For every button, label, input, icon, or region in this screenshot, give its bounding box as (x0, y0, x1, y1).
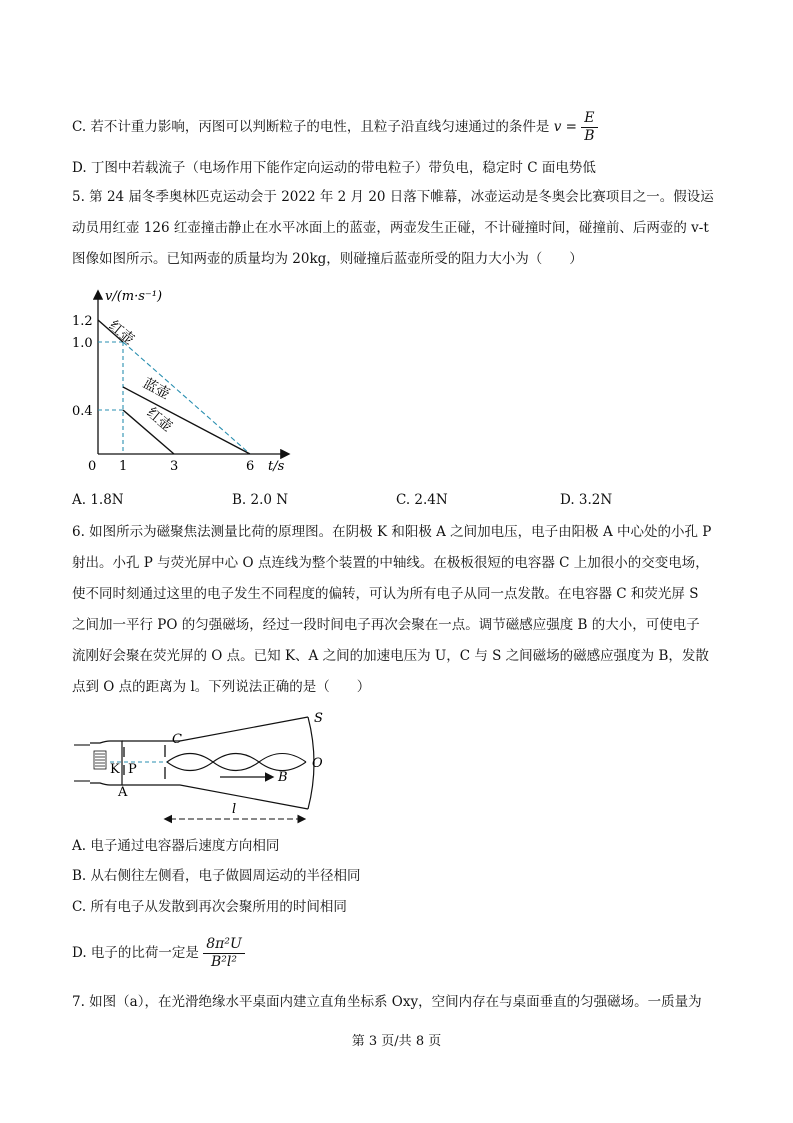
q6-label-o: O (312, 756, 323, 771)
q4-option-c-numerator: E (581, 110, 597, 128)
q6-option-b: B. 从右侧往左侧看，电子做圆周运动的半径相同 (72, 868, 361, 884)
q6-stem-line-1: 6. 如图所示为磁聚焦法测量比荷的原理图。在阴极 K 和阳极 A 之间加电压，电子由阳极 A 中心处的小孔 P (72, 524, 712, 540)
q6-label-k: K (110, 762, 120, 777)
page-footer: 第 3 页/共 8 页 (351, 1034, 442, 1049)
q5-x-tick-3: 3 (170, 459, 179, 474)
q4-option-d: D. 丁图中若载流子（电场作用下能作定向运动的带电粒子）带负电，稳定时 C 面电势低 (72, 160, 596, 176)
q5-x-tick-1: 1 (119, 459, 128, 474)
q5-x-tick-6: 6 (246, 459, 255, 474)
q6-cathode-coil-icon (95, 754, 105, 766)
q6-label-l: l (232, 802, 237, 817)
q5-y-tick-0.4: 0.4 (72, 404, 93, 419)
q5-y-tick-1.2: 1.2 (72, 314, 93, 329)
q6-option-c: C. 所有电子从发散到再次会聚所用的时间相同 (72, 899, 347, 915)
q6-option-d-text: D. 电子的比荷一定是 (72, 945, 199, 961)
q4-option-c-fraction (581, 110, 597, 145)
q6-option-d-numerator: 8π²U (203, 936, 245, 954)
q5-stem-line-1: 5. 第 24 届冬季奥林匹克运动会于 2022 年 2 月 20 日落下帷幕，冰壶运动是冬奥会比赛项目之一。假设运 (72, 189, 714, 205)
q6-option-d-fraction (203, 936, 245, 971)
q5-label-blue: 蓝壶 (140, 375, 173, 403)
q6-label-c: C (172, 732, 182, 747)
q5-option-b: B. 2.0 N (232, 492, 289, 508)
q6-label-a: A (118, 785, 128, 800)
q6-label-b: B (278, 770, 288, 785)
q6-stem-line-2: 射出。小孔 P 与荧光屏中心 O 点连线为整个装置的中轴线。在极板很短的电容器 C 上加很小的交变电场， (72, 555, 709, 571)
q4-option-c-formula-lhs: v = (553, 119, 577, 135)
q5-y-axis-label: v/(m·s⁻¹) (105, 289, 163, 304)
q5-stem-line-3: 图像如图所示。已知两壶的质量均为 20kg，则碰撞后蓝壶所受的阻力大小为（ ） (72, 251, 583, 267)
q5-option-d: D. 3.2N (560, 492, 613, 508)
q6-stem-line-3: 使不同时刻通过这里的电子发生不同程度的偏转，可认为所有电子从同一点发散。在电容器 C 和荧光屏 S (72, 586, 699, 602)
q4-option-c (72, 110, 598, 145)
q4-option-c-text: C. 若不计重力影响，丙图可以判断粒子的电性，且粒子沿直线匀速通过的条件是 (72, 119, 550, 135)
q5-vt-graph (70, 282, 300, 477)
q6-stem-line-6: 点到 O 点的距离为 l。下列说法正确的是（ ） (72, 679, 371, 695)
q5-y-tick-1.0: 1.0 (72, 336, 93, 351)
q5-stem-line-2: 动员用红壶 126 红壶撞击静止在水平冰面上的蓝壶，两壶发生正碰，不计碰撞时间，碰撞前、后两壶的 v-t (72, 220, 709, 236)
q6-stem-line-4: 之间加一平行 PO 的匀强磁场，经过一段时间电子再次会聚在一点。调节磁感应强度 B 的大小，可使电子 (72, 617, 700, 633)
q5-label-red-after: 红壶 (143, 404, 176, 436)
q5-blue-after-line (123, 387, 250, 454)
q4-option-c-denominator: B (584, 128, 595, 144)
q6-option-a: A. 电子通过电容器后速度方向相同 (72, 838, 280, 854)
q6-magnetic-focusing-diagram (70, 705, 340, 830)
q5-x-axis-label: t/s (268, 459, 285, 474)
q7-stem-line-1: 7. 如图（a），在光滑绝缘水平桌面内建立直角坐标系 Oxy，空间内存在与桌面垂直的匀强磁场。一质量为 (72, 994, 702, 1010)
q6-option-d (72, 936, 245, 971)
q5-origin-label: 0 (88, 459, 97, 474)
q6-stem-line-5: 流刚好会聚在荧光屏的 O 点。已知 K、A 之间的加速电压为 U，C 与 S 之间磁场的磁感应强度为 B，发散 (72, 648, 709, 664)
q6-label-p: P (128, 762, 137, 777)
q6-label-s: S (314, 711, 323, 726)
q5-option-a: A. 1.8N (72, 492, 124, 508)
q5-red-extension (123, 342, 250, 454)
q6-option-d-denominator: B²l² (211, 954, 237, 970)
q5-label-red-before: 红壶 (105, 317, 138, 349)
q5-option-c: C. 2.4N (396, 492, 448, 508)
q6-electron-trajectory-upper (167, 754, 306, 763)
